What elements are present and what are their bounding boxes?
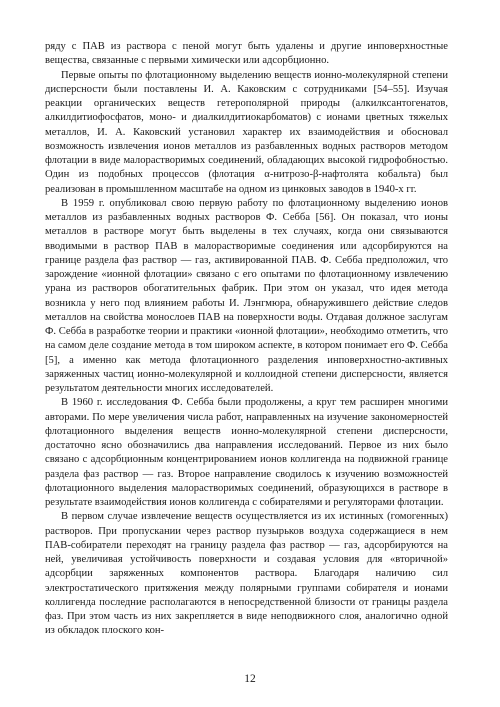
paragraph-2: Первые опыты по флотационному выделению веществ ионно-молекулярной степени дисперсности были поставлены И. А. Каковским с сотрудниками [54–55]. Изучая реакции органических веществ гетерополярной природы (алкилксантогенатов, алкилдитиофосфатов, моно- и диалкилдитиокарбоматов) с ионами цветных тяжелых металлов, И. А. Каковский установил характер их взаимодействия и обосновал возможность извлечения ионов металлов из разбавленных водных растворов методом флотации в виде малорастворимых соединений, обладающих высокой гидрофобностью. Один из подобных процессов (флотация α-нитрозо-β-нафтолята кобальта) был реализован в промышленном масштабе на одном из цинковых заводов в 1940-х гг.: [45, 69, 448, 195]
paragraph-3: В 1959 г. опубликовал свою первую работу по флотационному выделению ионов металлов из разбавленных водных растворов Ф. Себба [56]. Он показал, что ионы металлов в растворе могут быть выделены в тех случаях, когда они связываются вводимыми в раствор ПАВ в малорастворимые соединения или адсорбируются на границе раздела фаз раствор — газ, активированной ПАВ. Ф. Себба предположил, что зарождение «ионной флотации» связано с его опытами по флотационному извлечению урана из растворов обогатительных фабрик. При этом он указал, что идея метода возникла у него под влиянием работы И. Лэнгмюра, обнаружившего действие следов металлов на свойства монослоев ПАВ на поверхности воды. Отдавая должное заслугам Ф. Себба в разработке теории и практики «ионной флотации», необходимо отметить, что на самом деле создание метода в том широком аспекте, в котором понимает его Ф. Себба [5], а именно как метода флотационного разделения инповерхностно-активных заряженных частиц ионно-молекулярной и коллоидной степени дисперсности, является результатом деятельности многих исследователей.: [45, 197, 448, 394]
page-body-text: [45, 40, 448, 639]
paragraph-4: В 1960 г. исследования Ф. Себба были продолжены, а круг тем расширен многими авторами. По мере увеличения числа работ, направленных на изучение закономерностей флотационного выделения веществ ионно-молекулярной степени дисперсности, достаточно ясно обозначились два направления исследований. Первое из них было связано с адсорбционным концентрированием ионов коллигенда на подвижной границе раздела фаз раствор — газ. Второе направление сводилось к изучению возможностей флотационного выделения малорастворимых соединений, образующихся в растворе в результате взаимодействия ионов коллигенда с собирателями и регуляторами флотации.: [45, 397, 448, 508]
paragraph-1: ряду с ПАВ из раствора с пеной могут быть удалены и другие инповерхностные вещества, связанные с первыми химически или адсорбционно.: [45, 41, 448, 67]
paragraph-5: В первом случае извлечение веществ осуществляется из их истинных (гомогенных) растворов. При пропускании через раствор пузырьков воздуха содержащиеся в нем ПАВ-собиратели переходят на границу раздела фаз раствор — газ, адсорбируются на ней, увеличивая устойчивость поверхности и создавая условия для «вторичной» адсорбции заряженных компонентов раствора. Благодаря наличию сил электростатического притяжения между полярными группами собирателя и ионами коллигенда последние располагаются в непосредственной близости от границы раздела фаз. При этом часть из них закрепляется в виде неподвижного слоя, аналогично одной из обкладок плоского кон-: [45, 511, 448, 637]
page-number: 12: [244, 673, 256, 685]
